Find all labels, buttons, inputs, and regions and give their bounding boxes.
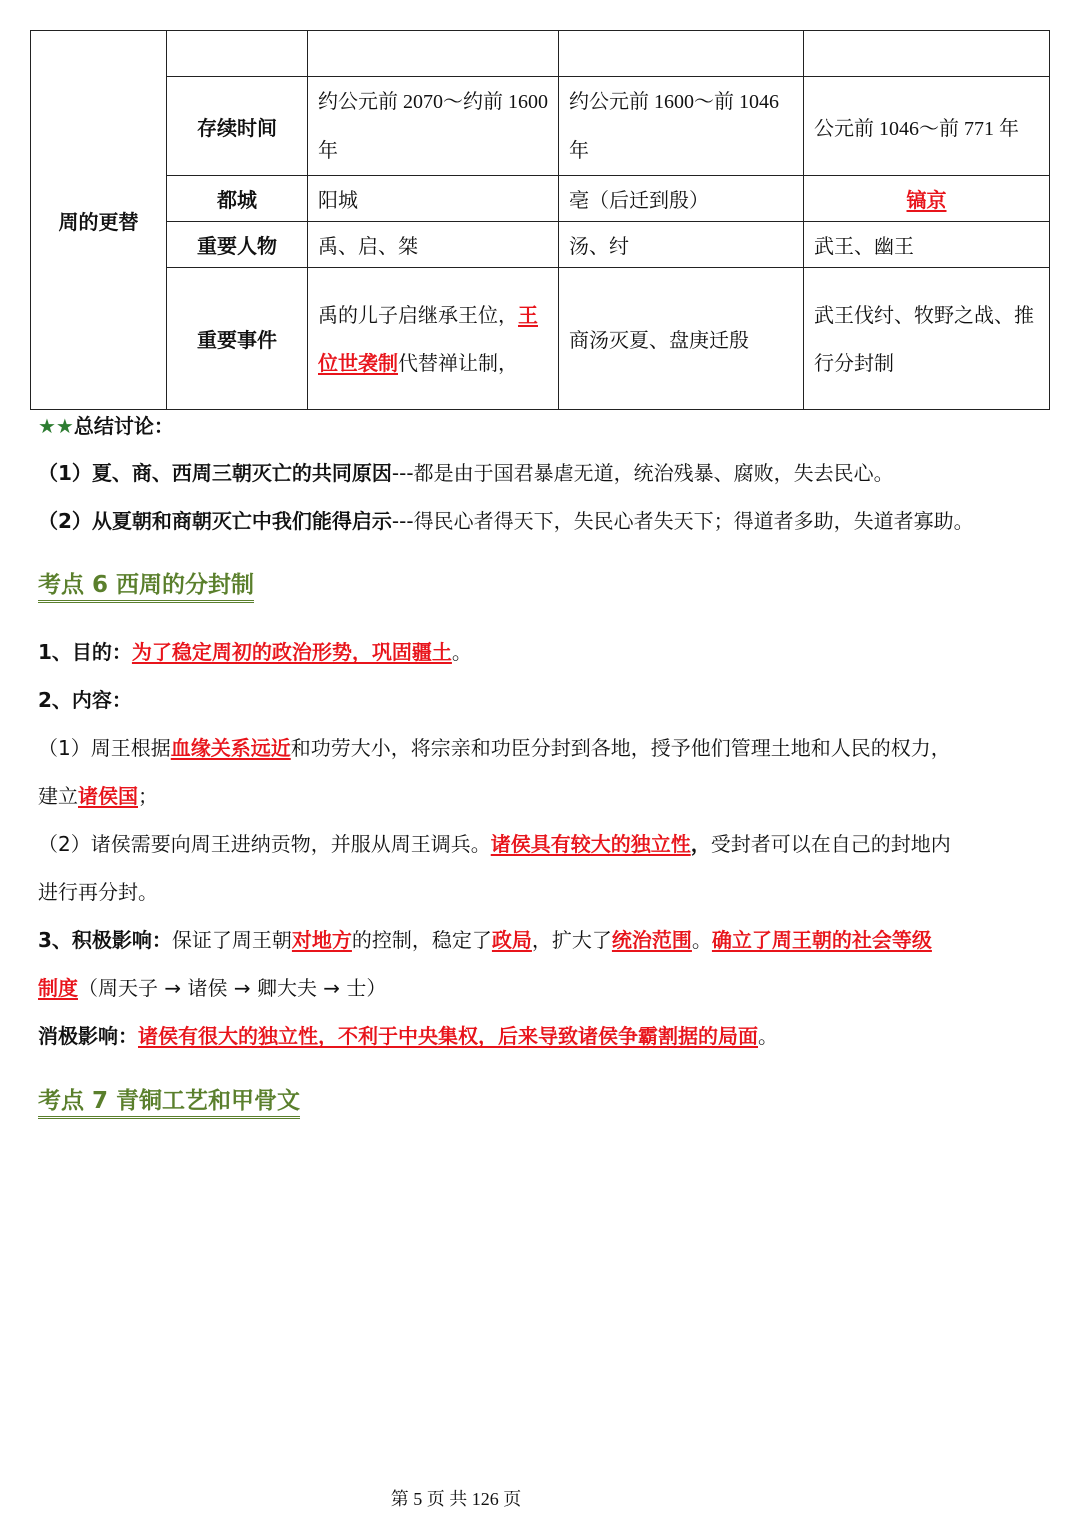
row-label: 重要事件 [167, 268, 308, 410]
table-row [31, 222, 1050, 268]
positive-impact-cont: 制度（周天子 → 诸侯 → 卿大夫 → 士） [38, 976, 387, 1000]
page-footer: 第 5 页 共 126 页 [390, 1489, 522, 1509]
row-label: 重要人物 [167, 222, 308, 268]
header-blank-cell [308, 31, 559, 77]
section-label: 周的更替 [58, 209, 139, 234]
zhou-duration: 公元前 1046～前 771 年 [804, 77, 1050, 176]
zhou-capital: 镐京 [804, 176, 1050, 222]
zhou-figures: 武王、幽王 [804, 222, 1050, 268]
row-label: 都城 [167, 176, 308, 222]
header-blank-cell [559, 31, 804, 77]
dynasty-table [30, 30, 1050, 410]
shang-capital: 亳（后迁到殷） [559, 176, 804, 222]
table-row [31, 176, 1050, 222]
xia-duration: 约公元前 2070～约前 1600 年 [308, 77, 559, 176]
shang-duration: 约公元前 1600～前 1046 年 [559, 77, 804, 176]
xia-capital: 阳城 [308, 176, 559, 222]
section-7-title: 考点 7 青铜工艺和甲骨文 [38, 1082, 300, 1119]
xia-events: 禹的儿子启继承王位，王位世袭制代替禅让制， [308, 268, 559, 410]
content-label: 2、内容： [38, 688, 132, 712]
negative-impact-line: 消极影响：诸侯有很大的独立性，不利于中央集权，后来导致诸侯争霸割据的局面。 [38, 1024, 778, 1048]
table-row [31, 268, 1050, 410]
summary-q2: （2）从夏朝和商朝灭亡中我们能得启示---得民心者得天下，失民心者失天下；得道者多助，失道者寡助。 [38, 509, 974, 533]
positive-impact-line: 3、积极影响：保证了周王朝对地方的控制，稳定了政局，扩大了统治范围。确立了周王朝的社会等级 [38, 928, 932, 952]
shang-events: 商汤灭夏、盘庚迁殷 [559, 268, 804, 410]
table-header-row [31, 31, 1050, 77]
purpose-line: 1、目的：为了稳定周初的政治形势，巩固疆土。 [38, 640, 472, 664]
table-row [31, 77, 1050, 176]
xia-figures: 禹、启、桀 [308, 222, 559, 268]
shang-figures: 汤、纣 [559, 222, 804, 268]
content-point-1: （1）周王根据血缘关系远近和功劳大小，将宗亲和功臣分封到各地，授予他们管理土地和人民的权力， [38, 736, 951, 760]
section-6-title: 考点 6 西周的分封制 [38, 566, 254, 603]
content-point-2-cont: 进行再分封。 [38, 880, 158, 904]
header-blank-cell [804, 31, 1050, 77]
header-blank-cell [167, 31, 308, 77]
row-label: 存续时间 [167, 77, 308, 176]
section-label-cell [31, 31, 167, 410]
star-icon: ★★ [38, 414, 74, 438]
zhou-events: 武王伐纣、牧野之战、推行分封制 [804, 268, 1050, 410]
summary-q1: （1）夏、商、西周三朝灭亡的共同原因---都是由于国君暴虐无道，统治残暴、腐败，失去民心。 [38, 461, 894, 485]
content-point-1-cont: 建立诸侯国； [38, 784, 158, 808]
content-point-2: （2）诸侯需要向周王进纳贡物，并服从周王调兵。诸侯具有较大的独立性，受封者可以在自己的封地内 [38, 832, 951, 856]
summary-heading: ★★总结讨论： [38, 414, 174, 438]
